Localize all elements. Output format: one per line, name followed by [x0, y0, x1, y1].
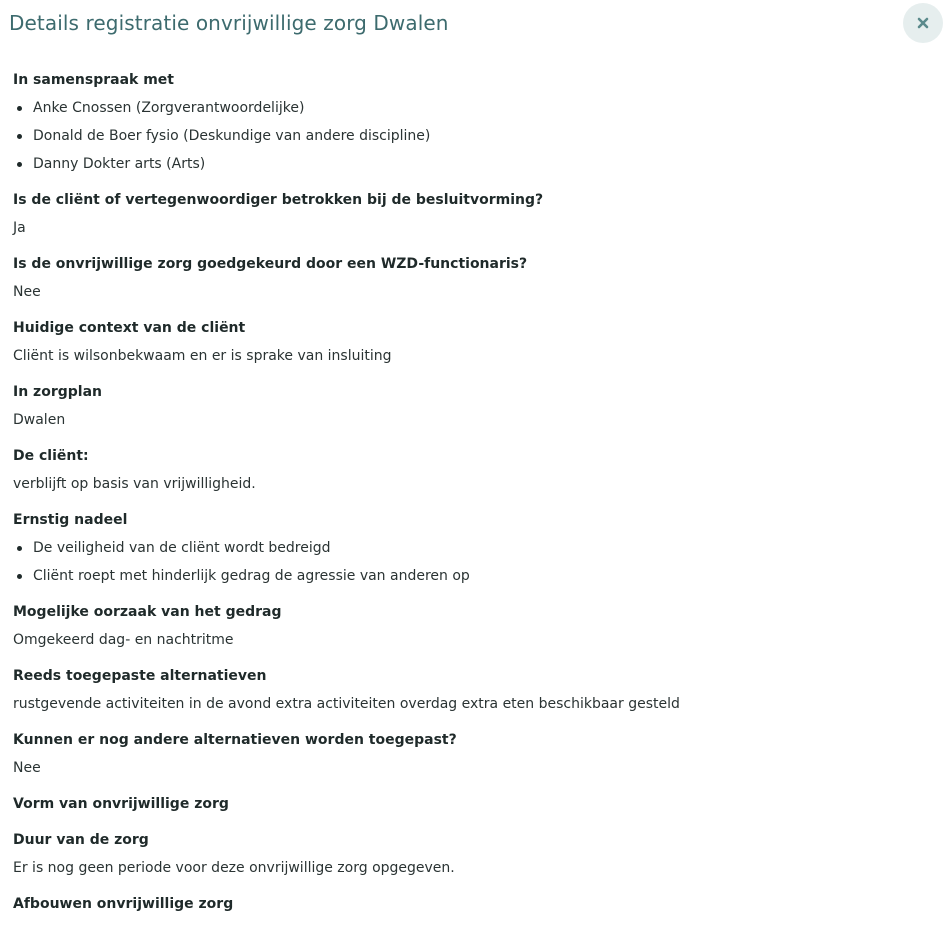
section-nadeel: [13, 510, 933, 586]
section-label: Kunnen er nog andere alternatieven worden toegepast?: [13, 732, 457, 748]
dialog-title: Details registratie onvrijwillige zorg Dwalen: [9, 11, 449, 35]
list-item: [13, 566, 933, 586]
nadeel-list: [13, 538, 933, 586]
section-duur: [13, 830, 933, 878]
section-label: Reeds toegepaste alternatieven: [13, 668, 267, 684]
section-zorgplan: [13, 382, 933, 430]
close-icon: [917, 17, 929, 29]
section-context: [13, 318, 933, 366]
section-andere: [13, 730, 933, 778]
section-goedgekeurd: [13, 254, 933, 302]
list-item: [13, 98, 933, 118]
section-label: Duur van de zorg: [13, 832, 149, 848]
section-label: Is de cliënt of vertegenwoordiger betrokken bij de besluitvorming?: [13, 192, 544, 208]
list-item: [13, 126, 933, 146]
bullet: [17, 546, 22, 551]
section-samenspraak: [13, 70, 933, 174]
section-alternatieven: [13, 666, 933, 714]
section-value: Nee: [13, 284, 41, 300]
section-label: Ernstig nadeel: [13, 512, 128, 528]
details-content: [13, 70, 933, 914]
bullet: [17, 134, 22, 139]
section-value: Cliënt is wilsonbekwaam en er is sprake van insluiting: [13, 348, 392, 364]
section-value: Omgekeerd dag- en nachtritme: [13, 632, 234, 648]
section-value: rustgevende activiteiten in de avond extra activiteiten overdag extra eten beschikbaar gesteld: [13, 696, 680, 712]
section-label: Mogelijke oorzaak van het gedrag: [13, 604, 282, 620]
list-item: [13, 154, 933, 174]
section-value: Dwalen: [13, 412, 66, 428]
section-client: [13, 446, 933, 494]
bullet: [17, 162, 22, 167]
section-label: In samenspraak met: [13, 72, 174, 88]
list-item-text: Anke Cnossen (Zorgverantwoordelijke): [33, 100, 305, 116]
section-betrokken: [13, 190, 933, 238]
section-value: verblijft op basis van vrijwilligheid.: [13, 476, 256, 492]
section-afbouwen: [13, 894, 933, 914]
section-value: Ja: [13, 220, 26, 236]
section-label: Afbouwen onvrijwillige zorg: [13, 896, 234, 912]
section-label: De cliënt:: [13, 448, 89, 464]
section-label: Huidige context van de cliënt: [13, 320, 246, 336]
bullet: [17, 574, 22, 579]
section-label: In zorgplan: [13, 384, 102, 400]
section-value: Er is nog geen periode voor deze onvrijwillige zorg opgegeven.: [13, 860, 455, 876]
list-item: [13, 538, 933, 558]
section-value: Nee: [13, 760, 41, 776]
bullet: [17, 106, 22, 111]
samenspraak-list: [13, 98, 933, 174]
section-label: Vorm van onvrijwillige zorg: [13, 796, 229, 812]
list-item-text: Danny Dokter arts (Arts): [33, 156, 206, 172]
section-vorm: [13, 794, 933, 814]
list-item-text: Donald de Boer fysio (Deskundige van andere discipline): [33, 128, 431, 144]
list-item-text: De veiligheid van de cliënt wordt bedreigd: [33, 540, 331, 556]
section-label: Is de onvrijwillige zorg goedgekeurd door een WZD-functionaris?: [13, 256, 528, 272]
dialog-header: [0, 0, 946, 48]
list-item-text: Cliënt roept met hinderlijk gedrag de agressie van anderen op: [33, 568, 470, 584]
close-button[interactable]: [903, 3, 943, 43]
section-oorzaak: [13, 602, 933, 650]
